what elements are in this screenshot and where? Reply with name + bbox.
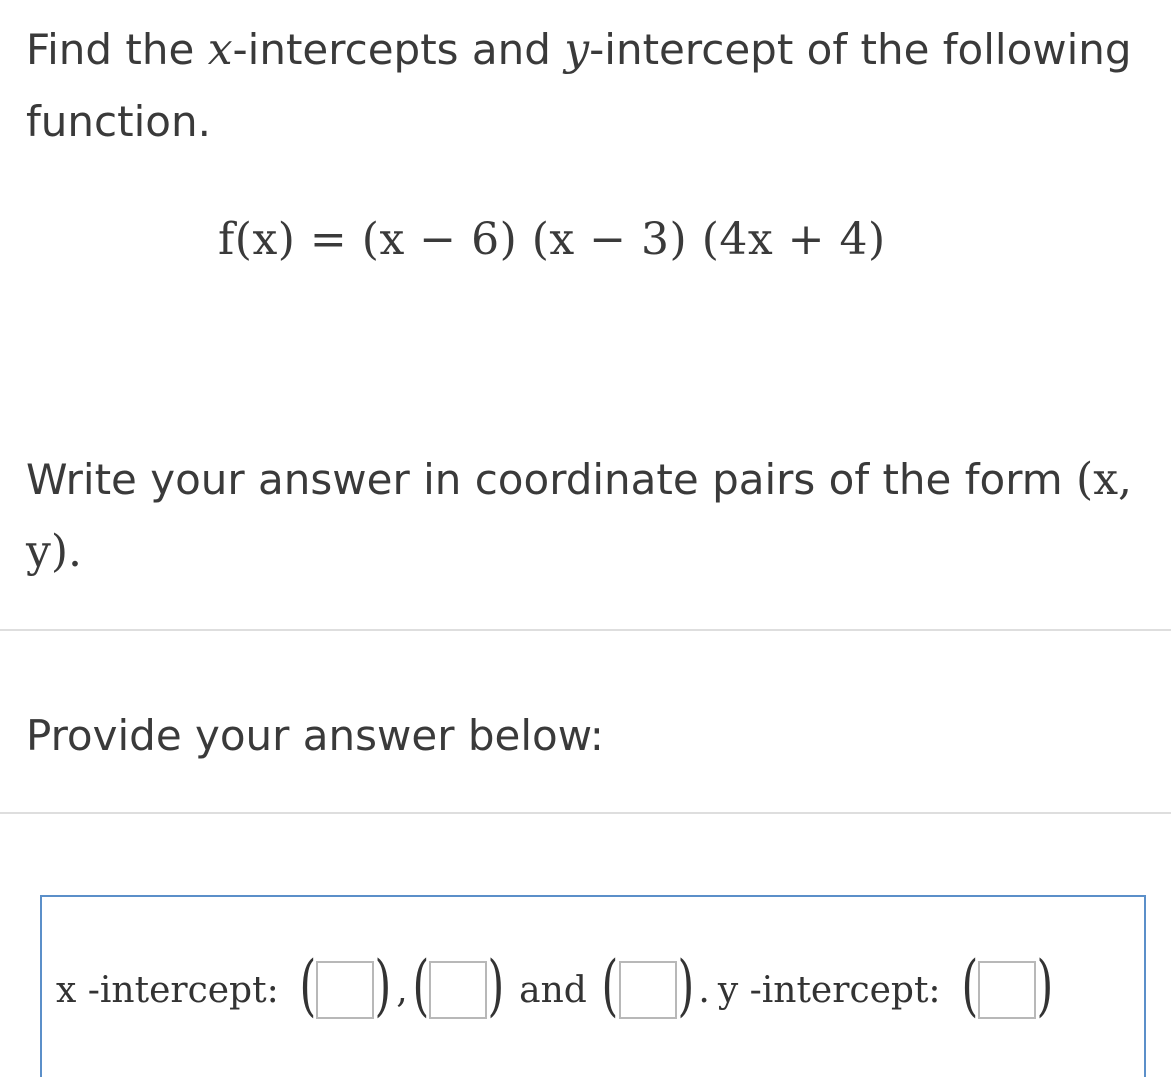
instruction-period: . bbox=[68, 526, 83, 577]
close-paren: ) bbox=[677, 947, 694, 1024]
y-intercept-input[interactable] bbox=[978, 961, 1036, 1019]
question-text bbox=[26, 14, 1146, 158]
instruction-main: Write your answer in coordinate pairs of the form bbox=[26, 455, 1077, 504]
open-paren: ( bbox=[299, 947, 316, 1024]
answer-box bbox=[40, 895, 1146, 1077]
x-intercept-2-input[interactable] bbox=[429, 961, 487, 1019]
x-intercept-1-input[interactable] bbox=[316, 961, 374, 1019]
question-part-2: -intercepts and bbox=[232, 25, 565, 74]
close-paren: ) bbox=[1036, 947, 1054, 1024]
comma-separator: , bbox=[396, 969, 408, 1011]
open-paren: ( bbox=[961, 947, 978, 1024]
bottom-divider bbox=[0, 812, 1171, 814]
question-part-3: -intercept of the following function. bbox=[26, 25, 1132, 146]
close-paren: ) bbox=[374, 947, 392, 1024]
question-var-y: y bbox=[564, 24, 590, 75]
instruction-text bbox=[26, 444, 1146, 588]
answer-row bbox=[56, 945, 1058, 1035]
function-formula: f(x) = (x − 6) (x − 3) (4x + 4) bbox=[218, 214, 886, 265]
instruction-form: (x, y) bbox=[26, 454, 1132, 577]
x-intercept-3-input[interactable] bbox=[619, 961, 677, 1019]
and-label: and bbox=[519, 969, 587, 1011]
x-intercept-label: x -intercept: bbox=[56, 969, 279, 1011]
open-paren: ( bbox=[412, 947, 429, 1024]
provide-answer-label: Provide your answer below: bbox=[26, 711, 604, 760]
y-intercept-label: y -intercept: bbox=[717, 969, 941, 1011]
question-part-1: Find the bbox=[26, 25, 208, 74]
top-divider bbox=[0, 629, 1171, 631]
question-var-x: x bbox=[207, 24, 233, 75]
period-separator: . bbox=[698, 969, 710, 1011]
close-paren: ) bbox=[487, 947, 505, 1024]
open-paren: ( bbox=[601, 947, 619, 1024]
